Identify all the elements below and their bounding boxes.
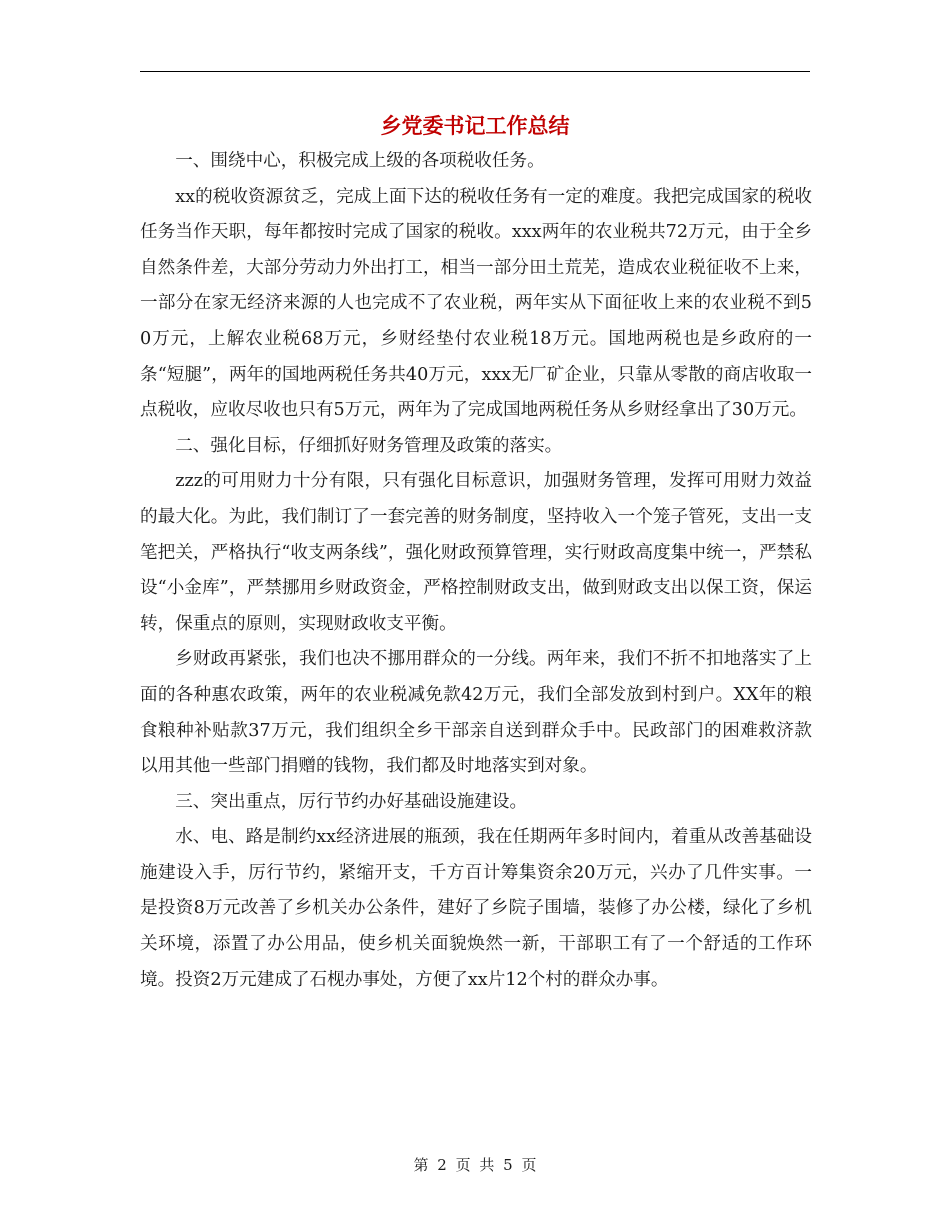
section-heading-2: 二、强化目标，仔细抓好财务管理及政策的落实。: [175, 435, 563, 456]
header-rule: [140, 71, 810, 72]
paragraph-infrastructure: 水、电、路是制约xx经济进展的瓶颈，我在任期两年多时间内，着重从改善基础设施建设入手，厉行节约，紧缩开支，千方百计筹集资余20万元，兴办了几件实事。一是投资8万元改善了乡机关办公条件，建好了乡院子围墙，装修了办公楼，绿化了乡机关环境，添置了办公用品，使乡机关面貌焕然一新，干部职工有了一个舒适的工作环境。投资2万元建成了石枧办事处，方便了xx片12个村的群众办事。: [140, 827, 812, 990]
paragraph-finance-management: zzz的可用财力十分有限，只有强化目标意识，加强财务管理，发挥可用财力效益的最大化。为此，我们制订了一套完善的财务制度，坚持收入一个笼子管死，支出一支笔把关，严格执行“收支两条线”，强化财政预算管理，实行财政高度集中统一，严禁私设“小金库”，严禁挪用乡财政资金，严格控制财政支出，做到财政支出以保工资，保运转，保重点的原则，实现财政收支平衡。: [140, 471, 812, 634]
paragraph-tax-tasks: xx的税收资源贫乏，完成上面下达的税收任务有一定的难度。我把完成国家的税收任务当作天职，每年都按时完成了国家的税收。xxx两年的农业税共72万元，由于全乡自然条件差，大部分劳动力外出打工，相当一部分田土荒芜，造成农业税征收不上来，一部分在家无经济来源的人也完成不了农业税，两年实从下面征收上来的农业税不到50万元，上解农业税68万元，乡财经垫付农业税18万元。国地两税也是乡政府的一条“短腿”，两年的国地两税任务共40万元，xxx无厂矿企业，只靠从零散的商店收取一点税收，应收尽收也只有5万元，两年为了完成国地两税任务从乡财经拿出了30万元。: [140, 186, 812, 421]
paragraph-policy-implementation: 乡财政再紧张，我们也决不挪用群众的一分线。两年来，我们不折不扣地落实了上面的各种惠农政策，两年的农业税减免款42万元，我们全部发放到村到户。XX年的粮食粮种补贴款37万元，我们组织全乡干部亲自送到群众手中。民政部门的困难救济款以用其他一些部门捐赠的钱物，我们都及时地落实到对象。: [140, 649, 812, 777]
document-body: [140, 144, 812, 998]
section-heading-3: 三、突出重点，厉行节约办好基础设施建设。: [175, 791, 528, 812]
page-number-footer: 第 2 页 共 5 页: [413, 1156, 537, 1174]
document-title: 乡党委书记工作总结: [380, 114, 570, 138]
section-heading-1: 一、围绕中心，积极完成上级的各项税收任务。: [175, 151, 545, 171]
